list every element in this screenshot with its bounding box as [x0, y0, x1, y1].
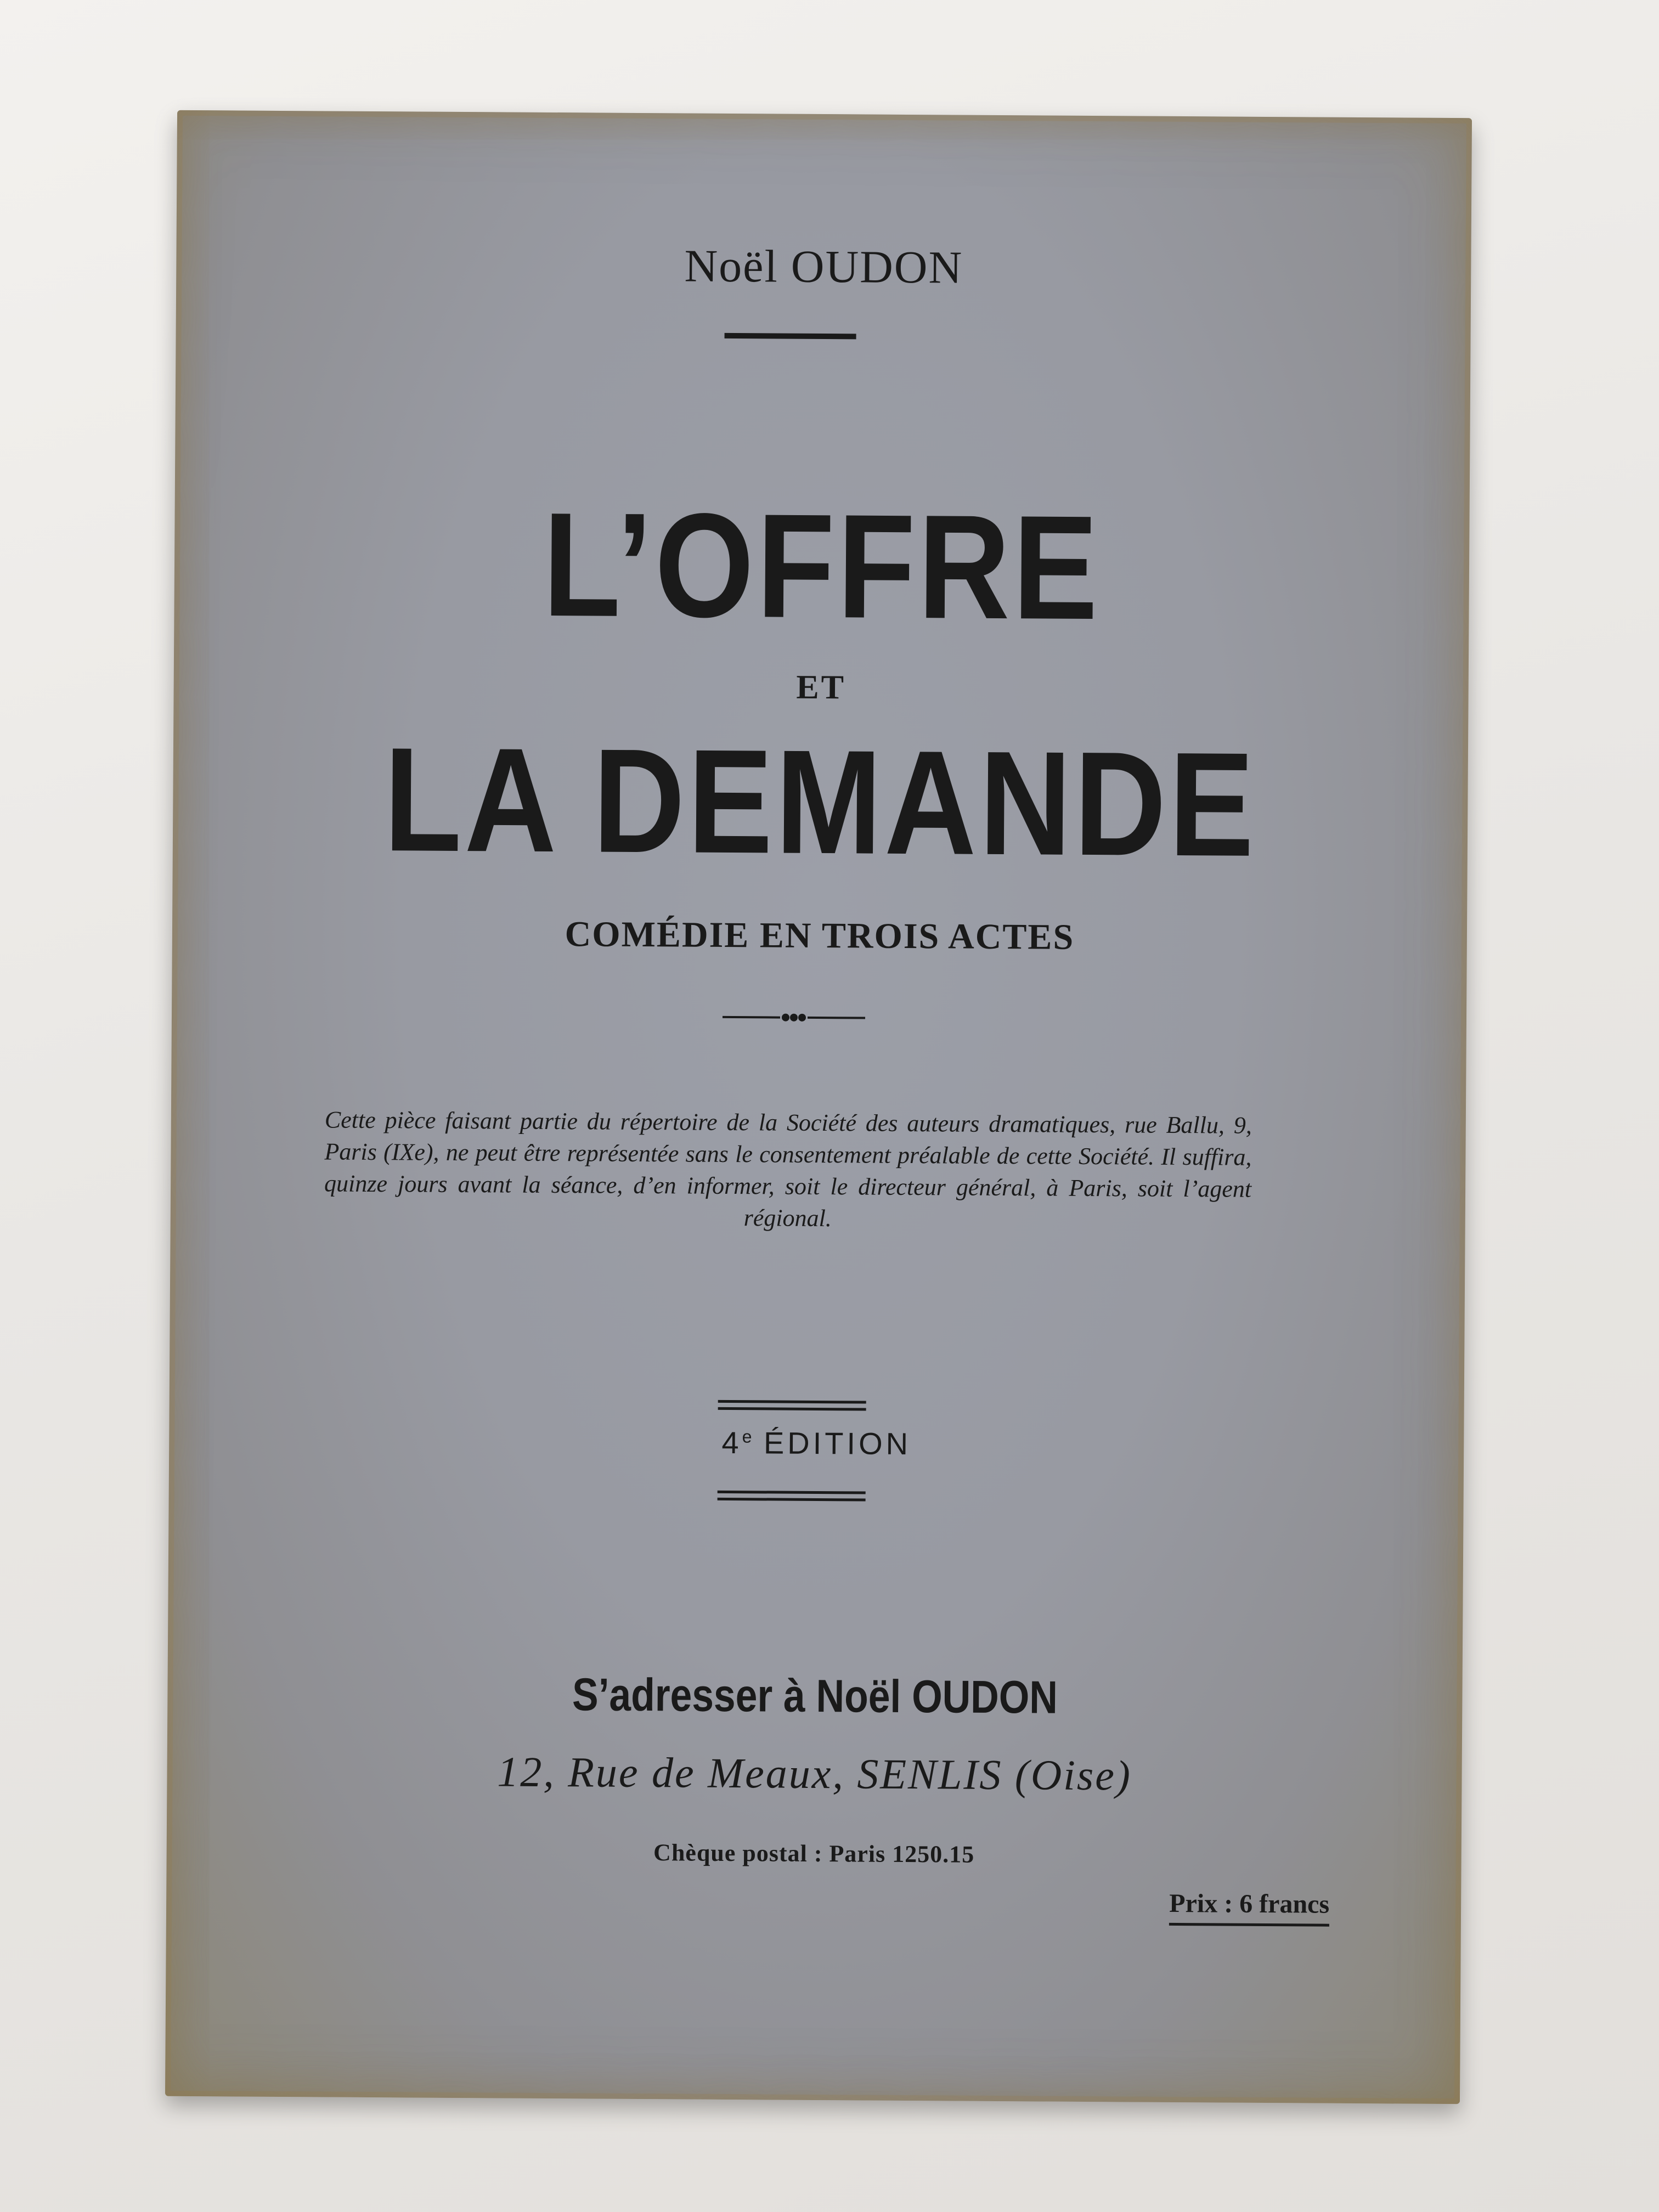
title-conjunction: ET [796, 668, 847, 707]
address-line: 12, Rue de Meaux, SENLIS (Oise) [497, 1747, 1132, 1799]
ornament-dot [790, 1014, 798, 1022]
ornament-divider [723, 1012, 865, 1024]
ornament-line-left [723, 1016, 780, 1019]
edition [169, 1421, 1464, 1465]
author-name: Noël OUDON [684, 240, 963, 294]
edition-number: 4 [721, 1425, 742, 1460]
cheque-postal: Chèque postal : Paris 1250.15 [653, 1839, 975, 1868]
ornament-dot [782, 1014, 789, 1022]
price-label: Prix : 6 francs [1169, 1888, 1329, 1927]
ornament-dot [798, 1014, 806, 1022]
address-heading: S’adresser à Noël OUDON [572, 1668, 1058, 1723]
edition-rule-top [718, 1400, 866, 1411]
ornament-line-right [808, 1017, 865, 1019]
subtitle: COMÉDIE EN TROIS ACTES [565, 914, 1075, 957]
edition-suffix: e [742, 1426, 752, 1447]
rights-notice: Cette pièce faisant partie du répertoire de la Société des auteurs dramatiques, rue Ballu, 9, Paris (IXe), ne peut être représentée sans le consentement préalable de cette Société. Il suffira, quinze jours avant la séance, d’en informer, soit le directeur général, à Paris, soit l’agent régional. [324, 1106, 1252, 1232]
title-line-2: LA DEMANDE [383, 717, 1257, 888]
edition-rule-bottom [718, 1491, 866, 1502]
pamphlet-cover [165, 110, 1472, 2104]
title-line-1: L’OFFRE [542, 482, 1102, 651]
author-rule [725, 333, 856, 339]
edition-label: ÉDITION [752, 1425, 912, 1462]
